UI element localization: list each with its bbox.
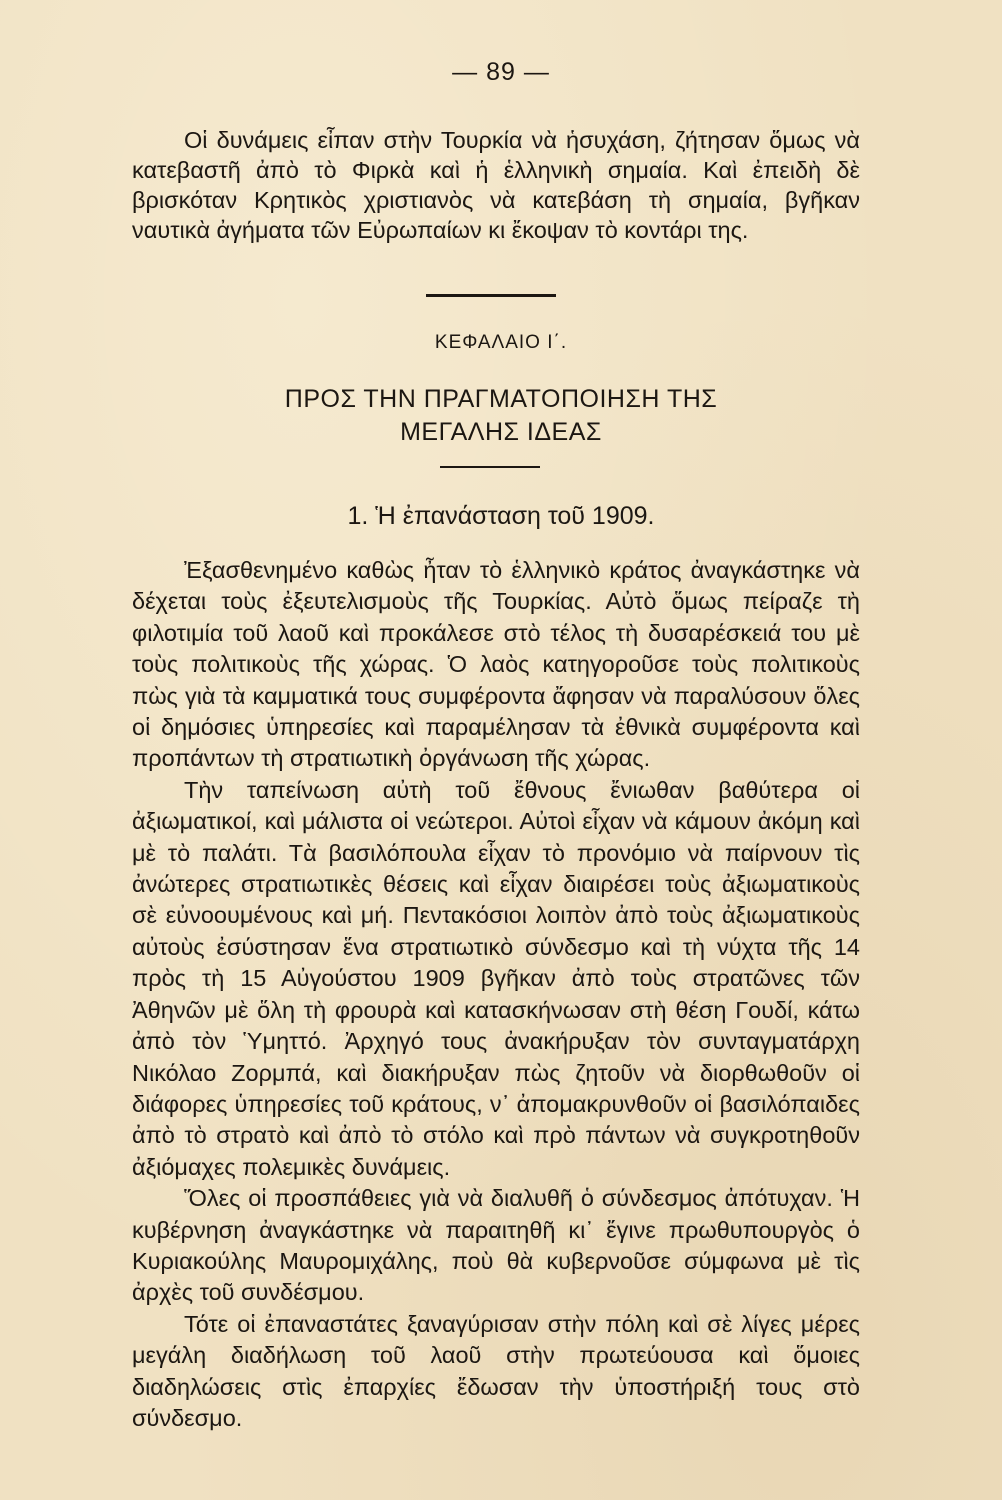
page-number: — 89 —: [452, 58, 550, 86]
chapter-title-line-1: ΠΡΟΣ ΤΗΝ ΠΡΑΓΜΑΤΟΠΟΙΗΣΗ ΤΗΣ: [284, 385, 718, 413]
intro-paragraph: Οἱ δυνάμεις εἶπαν στὴν Τουρκία νὰ ἡσυχάση, ζήτησαν ὅμως νὰ κατεβαστῆ ἀπὸ τὸ Φιρκὰ καὶ ἡ ἑλληνικὴ σημαία. Καὶ ἐπειδὴ δὲ βρισκόταν Κρητικὸς χριστιανὸς νὰ κατεβάση τὴ σημαία, βγῆκαν ναυτικὰ ἀγήματα τῶν Εὐρωπαίων κι ἔκοψαν τὸ κοντάρι της.: [132, 127, 860, 243]
body-text-block: [132, 555, 860, 1434]
chapter-title-line-2: ΜΕΓΑΛΗΣ ΙΔΕΑΣ: [400, 418, 602, 446]
chapter-title: [0, 383, 1002, 449]
chapter-label: ΚΕΦΑΛΑΙΟ Ι΄.: [434, 332, 568, 353]
body-paragraph-2: Τὴν ταπείνωση αὐτὴ τοῦ ἔθνους ἔνιωθαν βαθύτερα οἱ ἀξιωματικοί, καὶ μάλιστα οἱ νεώτεροι. Αὐτοὶ εἶχαν νὰ κάμουν ἀκόμη καὶ μὲ τὸ παλάτι. Τὰ βασιλόπουλα εἶχαν τὸ προνόμιο νὰ παίρνουν τὶς ἀνώτερες στρατιωτικὲς θέσεις καὶ εἶχαν διαιρέσει τοὺς ἀξιωματικοὺς σὲ εὐνοουμένους καὶ μή. Πεντακόσιοι λοιπὸν ἀπὸ τοὺς ἀξιωματικοὺς αὐτοὺς ἐσύστησαν ἕνα στρατιωτικὸ σύνδεσμο καὶ τὴ νύχτα τῆς 14 πρὸς τὴ 15 Αὐγούστου 1909 βγῆκαν ἀπὸ τοὺς στρατῶνες τῶν Ἀθηνῶν μὲ ὅλη τὴ φρουρὰ καὶ κατασκήνωσαν στὴ θέση Γουδί, κάτω ἀπὸ τὸν Ὑμηττό. Ἀρχηγό τους ἀνακήρυξαν τὸν συνταγματάρχη Νικόλαο Ζορμπά, καὶ διακήρυξαν πὼς ζητοῦν νὰ διορθωθοῦν οἱ διάφορες ὑπηρεσίες τοῦ κράτους, ν᾽ ἀπομακρυνθοῦν οἱ βασιλόπαιδες ἀπὸ τὸ στρατὸ καὶ ἀπὸ τὸ στόλο καὶ πρὸ πάντων νὰ συγκροτηθοῦν ἀξιόμαχες πολεμικὲς δυνάμεις.: [132, 776, 860, 1180]
section-heading: 1. Ἡ ἐπανάσταση τοῦ 1909.: [347, 502, 655, 530]
chapter-divider-rule: [426, 294, 556, 297]
body-paragraph-1: Ἐξασθενημένο καθὼς ἦταν τὸ ἑλληνικὸ κράτος ἀναγκάστηκε νὰ δέχεται τοὺς ἐξευτελισμοὺς τῆς Τουρκίας. Αὐτὸ ὅμως πείραζε τὴ φιλοτιμία τοῦ λαοῦ καὶ προκάλεσε στὸ τέλος τὴ δυσαρέσκειά του μὲ τοὺς πολιτικοὺς τῆς χώρας. Ὁ λαὸς κατηγοροῦσε τοὺς πολιτικοὺς πὼς γιὰ τὰ καμματικά τους συμφέροντα ἄφησαν νὰ παραλύσουν ὅλες οἱ δημόσιες ὑπηρεσίες καὶ παραμέλησαν τὰ ἐθνικὰ συμφέροντα καὶ προπάντων τὴ στρατιωτικὴ ὀργάνωση τῆς χώρας.: [132, 557, 860, 772]
body-paragraph-4: Τότε οἱ ἐπαναστάτες ξαναγύρισαν στὴν πόλη καὶ σὲ λίγες μέρες μεγάλη διαδήλωση τοῦ λαοῦ στὴν πρωτεύουσα καὶ ὅμοιες διαδηλώσεις στὶς ἐπαρχίες ἔδωσαν τὴν ὑποστήριξή τους στὸ σύνδεσμο.: [132, 1310, 860, 1431]
body-paragraph-3: Ὅλες οἱ προσπάθειες γιὰ νὰ διαλυθῆ ὁ σύνδεσμος ἀπότυχαν. Ἡ κυβέρνηση ἀναγκάστηκε νὰ παραιτηθῆ κι᾽ ἔγινε πρωθυπουργὸς ὁ Κυριακούλης Μαυρομιχάλης, ποὺ θὰ κυβερνοῦσε σύμφωνα μὲ τὶς ἀρχὲς τοῦ συνδέσμου.: [132, 1185, 860, 1306]
title-divider-rule: [440, 466, 540, 468]
intro-text-block: [132, 125, 860, 245]
